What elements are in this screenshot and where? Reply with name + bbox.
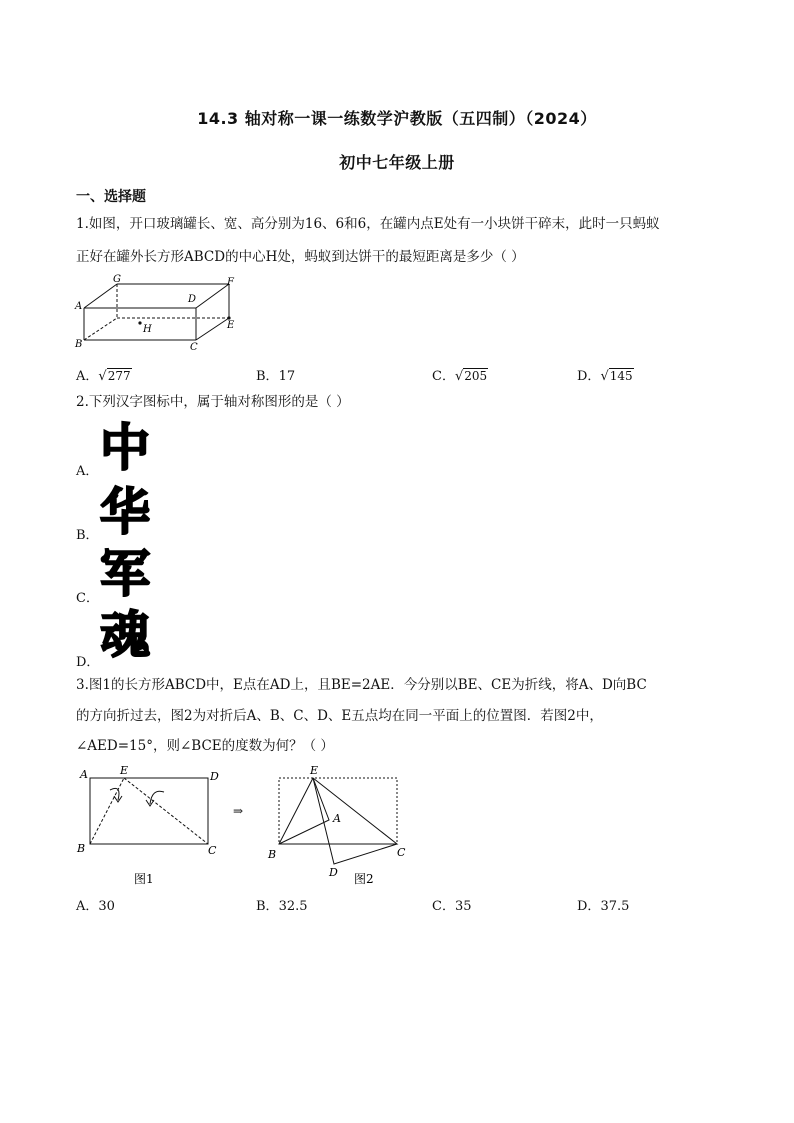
fig1-label-b: B (77, 842, 86, 855)
label-b: B (75, 339, 83, 350)
q1-option-a[interactable] (76, 365, 132, 384)
q3-figure-1 (76, 764, 219, 885)
fig2-label-c: C (397, 846, 406, 859)
label-d: D (188, 294, 197, 305)
section-heading: 一、选择题 (76, 189, 146, 205)
q2-option-b-glyph: 华 (100, 483, 150, 541)
hidden-edge-diagonal (84, 318, 117, 340)
fig1-rectangle (90, 778, 208, 844)
fig1-label-c: C (208, 844, 217, 857)
q3-option-a[interactable] (76, 895, 115, 914)
q2-option-d-letter[interactable]: D． (76, 655, 100, 670)
fig1-label-d: D (210, 770, 219, 783)
edge-ag (84, 284, 117, 308)
q3-figure-2 (267, 764, 406, 885)
q3-option-d-value: 37.5 (600, 899, 630, 914)
q1-text-line2: 正好在罐外长方形ABCD的中心H处，蚂蚁到达饼干的最短距离是多少（ ） (76, 249, 525, 265)
label-a: A (75, 301, 83, 312)
edge-ce (196, 318, 229, 340)
fig2-caption: 图2 (354, 872, 374, 885)
q3-option-c[interactable] (432, 895, 472, 914)
fig2-dotted-rectangle (279, 778, 397, 844)
q1-figure-cuboid (72, 272, 247, 352)
q1-option-b-value: 17 (278, 369, 296, 384)
q1-option-d-letter: D． (577, 369, 601, 384)
q3-text-line1: 3.图1的长方形ABCD中，E点在AD上，且BE=2AE．今分别以BE、CE为折线，将A、D向BC (76, 677, 647, 693)
fig2-label-e: E (310, 764, 319, 777)
fig1-fold-be (90, 778, 124, 844)
point-h (138, 321, 141, 324)
q2-option-d-glyph: 魂 (100, 606, 150, 664)
edge-df (196, 284, 229, 308)
fig2-label-a: A (333, 812, 341, 825)
label-h: H (143, 324, 152, 335)
fig2-triangle-ebc (279, 778, 397, 844)
label-c: C (190, 342, 198, 352)
q2-text-line1: 2.下列汉字图标中，属于轴对称图形的是（ ） (76, 394, 350, 410)
q1-text-line1: 1.如图，开口玻璃罐长、宽、高分别为16、6和6，在罐内点E处有一小块饼干碎末，此时一只蚂蚁 (76, 216, 660, 232)
q3-figures (72, 760, 412, 885)
label-f: F (227, 277, 234, 288)
q1-option-b-letter: B． (256, 369, 279, 384)
q2-option-a-glyph: 中 (100, 419, 150, 477)
q3-option-c-value: 35 (454, 899, 472, 914)
q3-text-line3: ∠AED=15°，则∠BCE的度数为何？（ ） (76, 738, 334, 754)
q2-option-c-letter[interactable]: C． (76, 591, 99, 606)
q3-text-line2: 的方向折过去，图2为对折后A、B、C、D、E五点均在同一平面上的位置图．若图2中， (76, 708, 603, 724)
q3-option-b-letter: B． (256, 899, 279, 914)
q3-option-b-value: 32.5 (278, 899, 308, 914)
q1-option-d-radical: √145 (600, 369, 633, 384)
fig2-label-d: D (329, 866, 338, 879)
fig1-caption: 图1 (134, 872, 154, 885)
q3-option-d[interactable] (577, 895, 629, 914)
q2-option-b-letter[interactable]: B． (76, 528, 99, 543)
fig1-label-e: E (120, 764, 129, 777)
q1-option-b[interactable] (256, 365, 295, 384)
q1-option-d[interactable] (577, 365, 634, 384)
q1-option-c[interactable] (432, 365, 488, 384)
fig2-label-b: B (268, 848, 277, 861)
q3-option-d-letter: D． (577, 899, 601, 914)
q2-option-c-glyph: 军 (100, 545, 150, 603)
q1-option-c-letter: C． (432, 369, 455, 384)
fig2-folded-d (313, 778, 397, 864)
page-title: 14.3 轴对称一课一练数学沪教版（五四制）（2024） (197, 109, 597, 128)
q3-option-a-letter: A． (76, 899, 99, 914)
q1-option-c-radical: √205 (454, 369, 488, 384)
label-g: G (113, 274, 121, 285)
q3-option-b[interactable] (256, 895, 308, 914)
page-subtitle: 初中七年级上册 (339, 153, 455, 172)
fig1-fold-ce (124, 778, 208, 844)
arrow-icon: ⇒ (233, 804, 244, 818)
q1-option-a-letter: A． (76, 369, 99, 384)
q3-option-a-value: 30 (98, 899, 115, 914)
q2-option-a-letter[interactable]: A． (76, 464, 99, 479)
fig1-label-a: A (80, 768, 88, 781)
q3-option-c-letter: C． (432, 899, 455, 914)
q1-option-a-radical: √277 (98, 369, 131, 384)
label-e: E (227, 320, 235, 331)
